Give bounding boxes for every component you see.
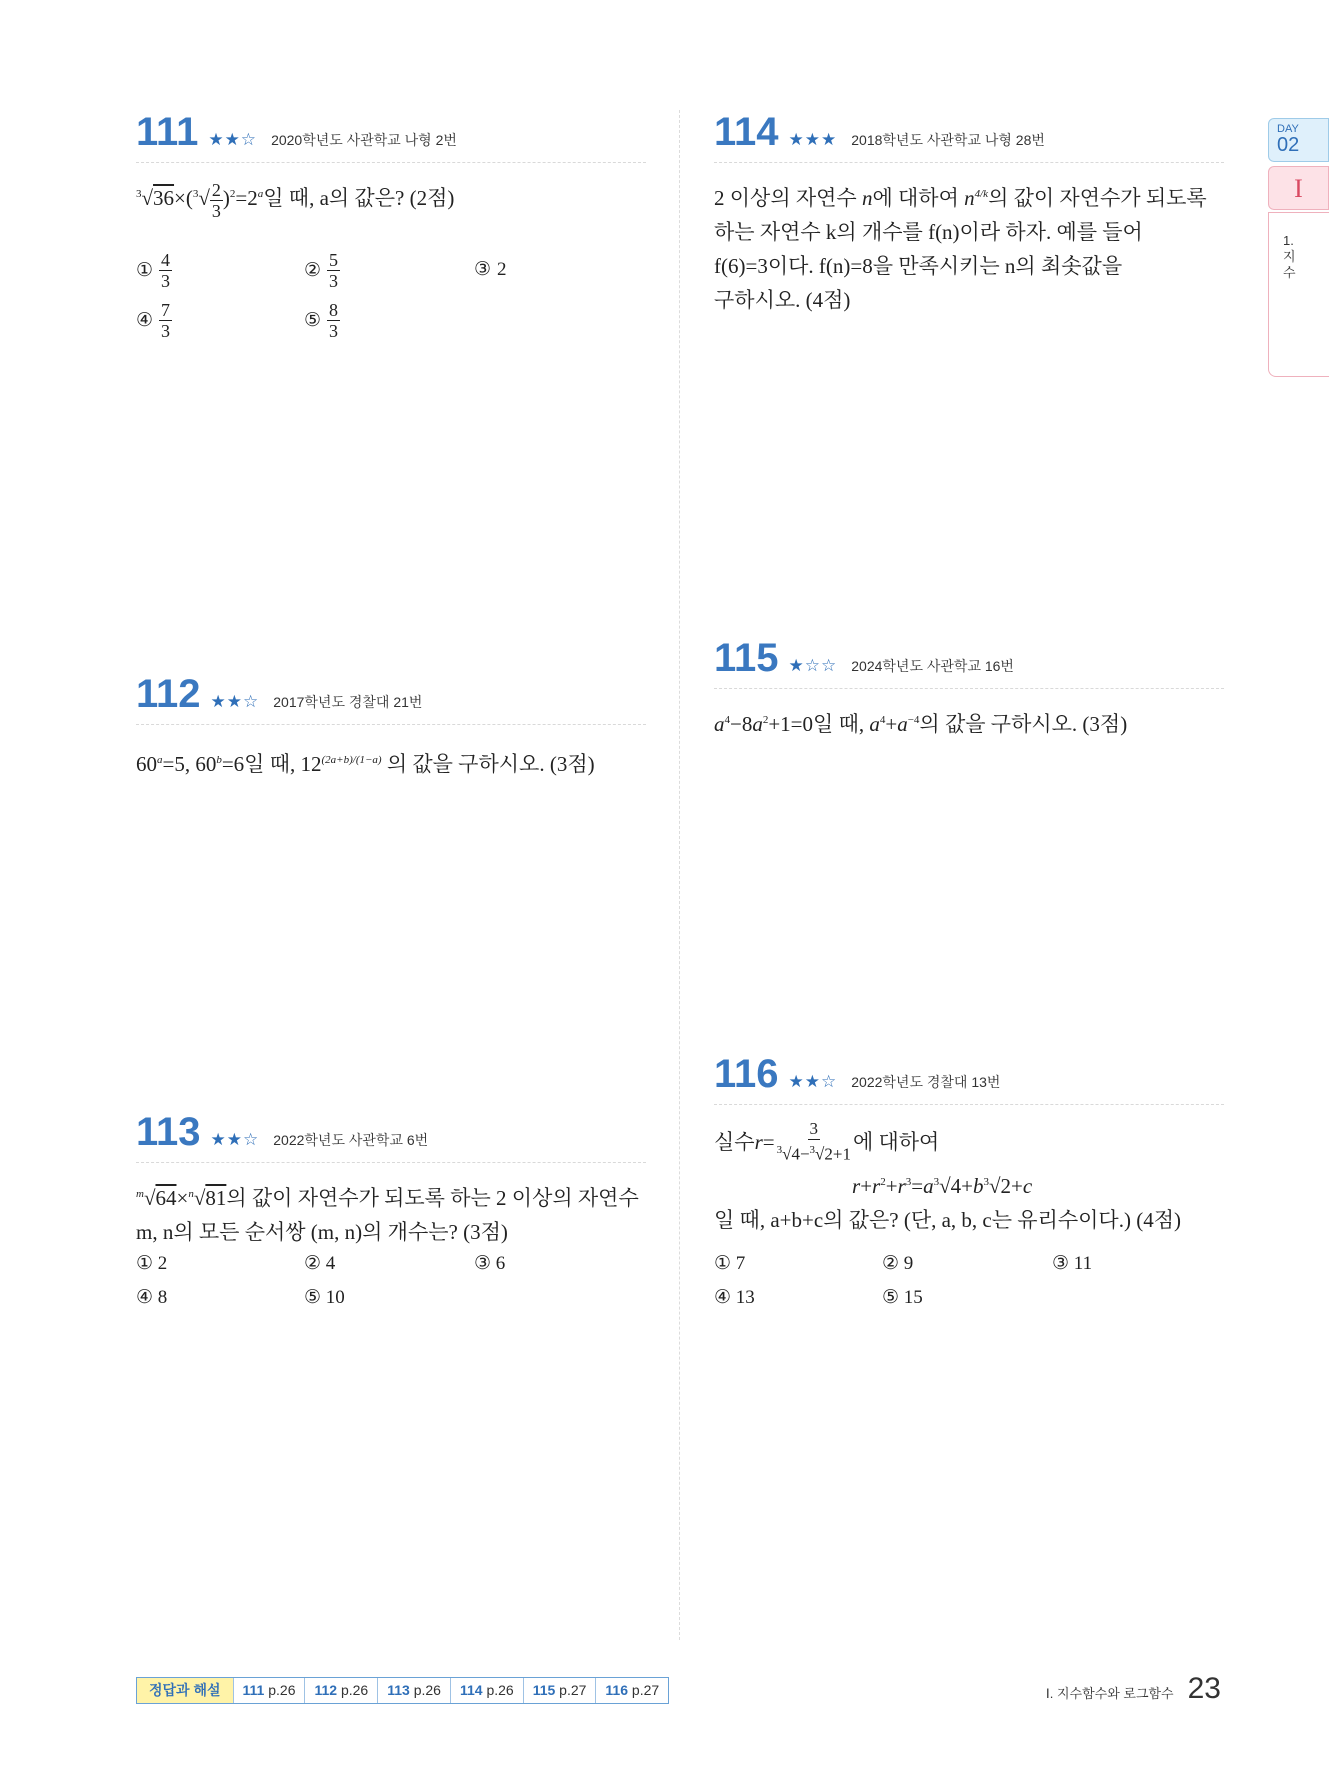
problem-text: 2 이상의 자연수 n에 대하여 $n^{4/k}$의 값이 자연수가 되도록 하는 자연수 k의 개수를 f(n)이라 하자. 예를 들어 f(6)=3이다. f(n)=8을 만족시키는 n의 최솟값을 구하시오. (4점) xyxy=(714,177,1224,317)
answer-ref[interactable] xyxy=(304,1678,377,1703)
denominator: 3 xyxy=(329,321,339,341)
problem-text-line3: f(6)=3이다. f(n)=8을 만족시키는 n의 최솟값을 xyxy=(714,254,1123,278)
option-marker: ① xyxy=(136,260,154,281)
problem-number: 111 xyxy=(136,110,199,154)
problem-text-suffix: 의 값을 구하시오. (3점) xyxy=(919,712,1128,736)
problem-source: 2018학년도 사관학교 나형 28번 xyxy=(851,132,1045,148)
problem-number: 113 xyxy=(136,1110,201,1154)
problem-text-suffix: 일 때, a의 값은? (2점) xyxy=(263,186,455,210)
option-4[interactable]: ④ 13 xyxy=(714,1287,755,1308)
numerator: 7 xyxy=(161,300,171,320)
text-part: 2 이상의 자연수 xyxy=(714,186,862,210)
answer-problem: 116 xyxy=(605,1682,629,1698)
problem-source: 2022학년도 경찰대 13번 xyxy=(851,1074,1001,1090)
answer-ref[interactable] xyxy=(595,1678,668,1703)
problem-text-line3: 일 때, a+b+c의 값은? (단, a, b, c는 유리수이다.) (4점) xyxy=(714,1207,1181,1232)
numerator: 4 xyxy=(161,250,171,270)
answer-problem: 112 xyxy=(314,1682,338,1698)
option-5[interactable]: ⑤ 10 xyxy=(304,1287,345,1308)
problem-source: 2017학년도 경찰대 21번 xyxy=(273,694,423,710)
problem-source: 2022학년도 사관학교 6번 xyxy=(273,1132,429,1148)
problem-header xyxy=(136,674,646,725)
problem-source: 2024학년도 사관학교 16번 xyxy=(851,658,1014,674)
answer-ref[interactable] xyxy=(377,1678,450,1703)
option-2[interactable]: ② 9 xyxy=(882,1253,914,1274)
problem-text-line4: 구하시오. (4점) xyxy=(714,288,851,312)
chapter-title: Ⅰ. 지수함수와 로그함수 xyxy=(1045,1686,1174,1701)
problem-114 xyxy=(714,112,1224,317)
problem-text-line2: m, n의 모든 순서쌍 (m, n)의 개수는? (3점) xyxy=(136,1220,508,1244)
answer-page: p.26 xyxy=(413,1682,441,1698)
option-marker: ③ xyxy=(474,259,492,280)
text-part: 에 대하여 xyxy=(852,1129,940,1154)
problem-header xyxy=(714,112,1224,163)
section-char: 지 xyxy=(1283,249,1296,264)
day-label: DAY xyxy=(1277,123,1299,135)
problem-number: 114 xyxy=(714,110,779,154)
answer-page: p.26 xyxy=(340,1682,369,1698)
denominator: 3 xyxy=(161,271,171,291)
option-marker: ② xyxy=(304,260,322,281)
problem-header xyxy=(714,1054,1224,1105)
problem-number: 115 xyxy=(714,636,779,680)
problem-text: 실수 r= $\frac{3}{^3√4-^3√2+1}$ 에 대하여 $r+r^2+r^3=a^3√4+b^3√2+c$ 일 때, a+b+c의 값은? (단, a, b, c는 유리수이다.) (4점) xyxy=(714,1119,1224,1237)
section-tab[interactable] xyxy=(1268,212,1329,377)
problem-111 xyxy=(136,112,646,221)
difficulty-stars: ★★☆ xyxy=(788,1072,838,1091)
problem-header xyxy=(136,1112,646,1163)
problem-number: 112 xyxy=(136,672,201,716)
difficulty-stars: ★★☆ xyxy=(208,130,258,149)
denominator: 3 xyxy=(161,321,171,341)
answer-ref[interactable] xyxy=(523,1678,596,1703)
answer-ref[interactable] xyxy=(233,1678,305,1703)
problem-text: $a^4-8a^2+1=0$일 때, $a^4+a^{-4}$의 값을 구하시오. (3점) xyxy=(714,712,1128,736)
difficulty-stars: ★★☆ xyxy=(210,692,260,711)
answer-problem: 113 xyxy=(387,1682,410,1698)
problem-text-suffix: 의 값을 구하시오. (3점) xyxy=(386,752,595,776)
option-2[interactable] xyxy=(304,250,340,291)
answer-ref[interactable] xyxy=(450,1678,523,1703)
column-divider xyxy=(679,110,680,1640)
problem-116 xyxy=(714,1054,1224,1237)
option-marker: ④ xyxy=(136,310,154,331)
page-footer xyxy=(1046,1672,1221,1706)
problem-header xyxy=(136,112,646,163)
chapter-tab[interactable]: I xyxy=(1268,166,1329,210)
option-1[interactable]: ① 2 xyxy=(136,1253,168,1274)
problem-text-line2: 하는 자연수 k의 개수를 f(n)이라 하자. 예를 들어 xyxy=(714,220,1143,244)
problem-header xyxy=(714,638,1224,689)
section-char: 수 xyxy=(1283,265,1296,280)
option-value: 2 xyxy=(497,258,507,280)
option-1[interactable]: ① 7 xyxy=(714,1253,746,1274)
numerator: 8 xyxy=(329,300,339,320)
problem-text-line1: 의 값이 자연수가 되도록 하는 2 이상의 자연수 xyxy=(226,1186,639,1210)
problem-115 xyxy=(714,638,1224,741)
answer-problem: 114 xyxy=(459,1682,483,1698)
text-part: 의 값이 자연수가 되도록 xyxy=(988,186,1207,210)
option-3[interactable]: ③ 11 xyxy=(1052,1253,1093,1274)
problem-text: $60^a=5$, $60^b=6$일 때, $12^{(2a+b)/(1-a)}$ 의 값을 구하시오. (3점) xyxy=(136,752,595,776)
option-2[interactable]: ② 4 xyxy=(304,1253,336,1274)
difficulty-stars: ★★★ xyxy=(788,130,838,149)
option-5[interactable]: ⑤ 15 xyxy=(882,1287,923,1308)
difficulty-stars: ★★☆ xyxy=(210,1130,260,1149)
answer-page: p.27 xyxy=(631,1682,660,1698)
answer-label: 정답과 해설 xyxy=(137,1678,233,1703)
answer-page: p.26 xyxy=(268,1682,296,1698)
problem-source: 2020학년도 사관학교 나형 2번 xyxy=(271,132,457,148)
page-number: 23 xyxy=(1187,1672,1221,1705)
option-5[interactable] xyxy=(304,300,340,341)
option-3[interactable]: ③ 6 xyxy=(474,1253,506,1274)
answer-page: p.26 xyxy=(486,1682,514,1698)
problem-number: 116 xyxy=(714,1052,779,1096)
problem-113 xyxy=(136,1112,646,1249)
answer-page: p.27 xyxy=(559,1682,587,1698)
day-number: 02 xyxy=(1277,134,1300,156)
section-number: 1. xyxy=(1283,233,1294,248)
day-tab[interactable] xyxy=(1268,118,1329,162)
numerator: 5 xyxy=(329,250,339,270)
option-marker: ⑤ xyxy=(304,310,322,331)
difficulty-stars: ★☆☆ xyxy=(788,656,838,675)
option-4[interactable] xyxy=(136,300,172,341)
problem-text: $^3$√36×($^3$√ $\frac{2}{3}$ )$^2=2^a$일 때, a의 값은? (2점) xyxy=(136,179,455,221)
text-part: 실수 xyxy=(714,1129,755,1154)
answer-problem: 115 xyxy=(532,1682,556,1698)
option-1[interactable] xyxy=(136,250,172,291)
denominator: 3 xyxy=(329,271,339,291)
text-part: 에 대하여 xyxy=(872,186,965,210)
answer-reference-bar xyxy=(136,1677,669,1704)
option-4[interactable]: ④ 8 xyxy=(136,1287,168,1308)
problem-112 xyxy=(136,674,646,781)
option-3[interactable] xyxy=(474,258,507,281)
answer-problem: 111 xyxy=(242,1682,265,1698)
problem-text: $^m$√64×$^n$√81의 값이 자연수가 되도록 하는 2 이상의 자연수 m, n의 모든 순서쌍 (m, n)의 개수는? (3점) xyxy=(136,1177,646,1249)
